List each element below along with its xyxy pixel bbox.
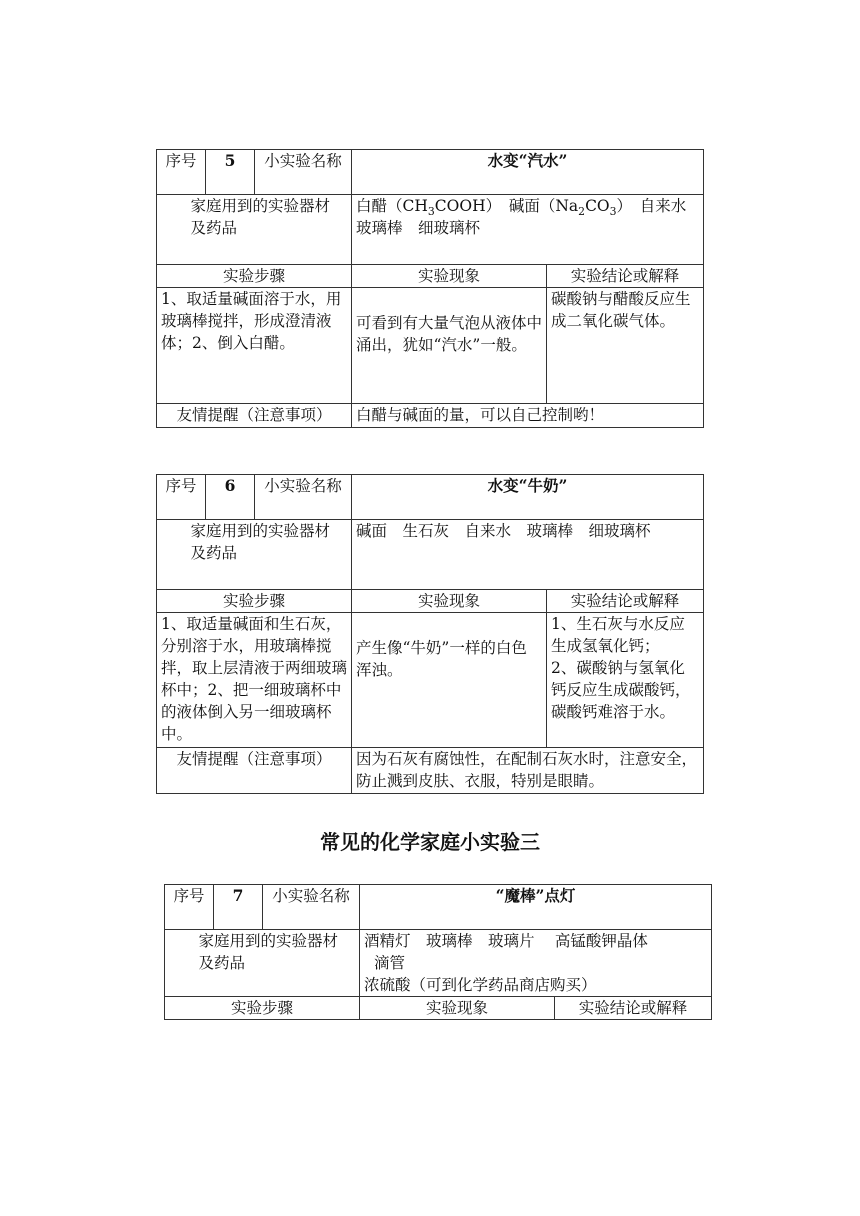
materials-label-line1: 家庭用到的实验器材 <box>190 197 330 215</box>
steps-content: 1、取适量碱面和生石灰，分别溶于水，用玻璃棒搅拌，取上层清液于两细玻璃杯中；2、把一细玻璃杯中的液体倒入另一细玻璃杯中。 <box>157 613 352 748</box>
phenomenon-header: 实验现象 <box>360 997 555 1020</box>
experiment-table-6 <box>156 474 704 794</box>
materials-sub-3: 3 <box>609 205 617 219</box>
experiment-title: 水变“汽水” <box>352 150 704 195</box>
reminder-label: 友情提醒（注意事项） <box>157 748 352 794</box>
conclusion-content: 碳酸钠与醋酸反应生成二氧化碳气体。 <box>547 288 704 404</box>
materials-text-c: CO <box>585 197 610 215</box>
name-label: 小实验名称 <box>255 475 352 520</box>
phenomenon-content: 产生像“牛奶”一样的白色浑浊。 <box>352 613 547 748</box>
experiment-number: 7 <box>214 885 263 930</box>
name-label: 小实验名称 <box>255 150 352 195</box>
phenomenon-header: 实验现象 <box>352 265 547 288</box>
steps-header: 实验步骤 <box>165 997 360 1020</box>
materials-label <box>157 195 352 265</box>
experiment-table-7 <box>164 884 712 1020</box>
materials-label-line1: 家庭用到的实验器材 <box>190 522 330 540</box>
materials-label <box>165 930 360 997</box>
materials-line-2: 滴管 <box>374 954 406 972</box>
experiment-table-5 <box>156 149 704 428</box>
conclusion-header: 实验结论或解释 <box>547 590 704 613</box>
experiment-number: 6 <box>206 475 255 520</box>
materials-label-line2: 及药品 <box>190 544 237 562</box>
seq-label: 序号 <box>157 150 206 195</box>
materials-value: 碱面 生石灰 自来水 玻璃棒 细玻璃杯 <box>352 520 704 590</box>
materials-line-3: 浓硫酸（可到化学药品商店购买） <box>364 976 597 994</box>
materials-line-1: 酒精灯 玻璃棒 玻璃片 高锰酸钾晶体 <box>364 932 648 950</box>
materials-text-a: 白醋（CH <box>356 197 428 215</box>
experiment-title: “魔棒”点灯 <box>360 885 712 930</box>
phenomenon-header: 实验现象 <box>352 590 547 613</box>
materials-sub-1: 3 <box>427 205 435 219</box>
conclusion-header: 实验结论或解释 <box>547 265 704 288</box>
phenomenon-content: 可看到有大量气泡从液体中涌出，犹如“汽水”一般。 <box>352 288 547 404</box>
conclusion-item-2: 2、碳酸钠与氢氧化钙反应生成碳酸钙，碳酸钙难溶于水。 <box>551 659 691 721</box>
materials-label-line1: 家庭用到的实验器材 <box>198 932 338 950</box>
conclusion-header: 实验结论或解释 <box>555 997 712 1020</box>
experiment-title: 水变“牛奶” <box>352 475 704 520</box>
section-title: 常见的化学家庭小实验三 <box>320 830 540 854</box>
seq-label: 序号 <box>165 885 214 930</box>
reminder-content: 白醋与碱面的量，可以自己控制哟！ <box>352 404 704 428</box>
steps-content: 1、取适量碱面溶于水，用玻璃棒搅拌，形成澄清液体；2、倒入白醋。 <box>157 288 352 404</box>
materials-text-d: ） 自来水 玻璃棒 细玻璃杯 <box>356 197 702 237</box>
materials-text-b: COOH） 碱面（Na <box>434 197 579 215</box>
steps-header: 实验步骤 <box>157 590 352 613</box>
materials-value <box>352 195 704 265</box>
materials-label <box>157 520 352 590</box>
experiment-number: 5 <box>206 150 255 195</box>
steps-header: 实验步骤 <box>157 265 352 288</box>
reminder-content: 因为石灰有腐蚀性，在配制石灰水时，注意安全，防止溅到皮肤、衣服，特别是眼睛。 <box>352 748 704 794</box>
materials-label-line2: 及药品 <box>198 954 245 972</box>
materials-value <box>360 930 712 997</box>
materials-sub-2: 2 <box>578 205 586 219</box>
reminder-label: 友情提醒（注意事项） <box>157 404 352 428</box>
materials-label-line2: 及药品 <box>190 219 237 237</box>
name-label: 小实验名称 <box>263 885 360 930</box>
conclusion-item-1: 1、生石灰与水反应生成氢氧化钙； <box>551 615 685 655</box>
seq-label: 序号 <box>157 475 206 520</box>
conclusion-content <box>547 613 704 748</box>
